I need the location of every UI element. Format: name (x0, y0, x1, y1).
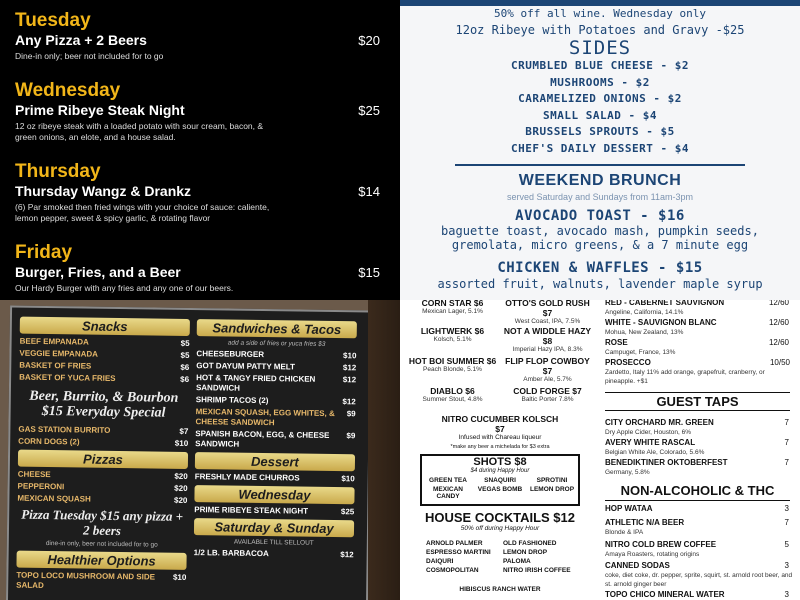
menu-item: VEGGIE EMPANADA $5 (19, 348, 190, 360)
section-title: Wednesday (194, 485, 354, 504)
menu-item: GOT DAYUM PATTY MELT $12 (196, 361, 357, 373)
cocktails-block (400, 510, 600, 593)
day-title: Thursday (15, 161, 101, 182)
section-title: Dessert (195, 452, 355, 471)
side-item: SMALL SALAD - $4 (543, 108, 657, 122)
section-title: Snacks (20, 317, 190, 336)
left-column (16, 314, 190, 595)
menu-item: CORN DOGS (2) $10 (18, 436, 189, 448)
beer-item: FLIP FLOP COWBOY $7 Amber Ale, 5.7% (505, 356, 590, 383)
menu-item: PRIME RIBEYE STEAK NIGHT $25 (194, 505, 355, 517)
beer-item: DIABLO $6 Summer Stout, 4.8% (422, 386, 483, 403)
special-desc: (6) Par smoked then fried wings with your choice of sauce: caliente, lemon pepper, sweet & spicy garlic, & rotating flavor (15, 202, 270, 223)
right-column (194, 316, 357, 562)
menu-item: FRESHLY MADE CHURROS $10 (194, 472, 355, 484)
sat-note: AVAILABLE TILL SELLOUT (233, 538, 314, 547)
menu-item: BASKET OF FRIES $6 (19, 360, 190, 372)
pizza-note: dine-in only, beer not included for to go (45, 540, 158, 549)
menu-item: TOPO LOCO MUSHROOM AND SIDE SALAD $10 (16, 570, 187, 590)
special-name: Any Pizza + 2 Beers (15, 32, 147, 48)
special-tuesday (15, 10, 380, 62)
special-name: Prime Ribeye Steak Night (15, 102, 185, 118)
menu-item: CHEESEBURGER $10 (196, 349, 357, 361)
na-item: CANNED SODAS coke, diet coke, dr. pepper, sprite, squirt, st. arnold root beer, and st. arnold ginger beer 3 (605, 561, 793, 588)
wine-item: WHITE - SAUVIGNON BLANC Mohua, New Zealand, 13% 12/60 (605, 318, 789, 336)
shot-item: VEGAS BOMB (477, 486, 523, 493)
shot-item: SPROTINI (536, 477, 568, 484)
menu-item: HOT & TANGY FRIED CHICKEN SANDWICH $12 (195, 373, 357, 393)
menu-line: 12oz Ribeye with Potatoes and Gravy -$25 (455, 23, 745, 37)
section-title: Pizzas (18, 450, 188, 469)
menu-item: PEPPERONI $20 (17, 481, 188, 493)
shot-item: MEXICAN CANDY (433, 486, 463, 500)
side-item: BRUSSELS SPROUTS - $5 (525, 125, 675, 138)
section-title: Healthier Options (16, 551, 186, 570)
nitro-sub: Infused with Chareau liqueur (458, 434, 542, 441)
brunch-menu-panel (400, 0, 800, 300)
cocktail-item: ESPRESSO MARTINI (426, 549, 491, 556)
special-price: $25 (358, 103, 380, 118)
special-friday (15, 242, 380, 294)
wine-item: ROSE Campuget, France, 13% 12/60 (605, 338, 789, 356)
cocktail-item: HIBISCUS RANCH WATER (459, 586, 541, 593)
side-item: CHEF'S DAILY DESSERT - $4 (510, 141, 690, 155)
daily-specials-panel (0, 0, 400, 300)
divider (455, 164, 745, 166)
cocktail-item: LEMON DROP (503, 549, 548, 556)
side-item: CRUMBLED BLUE CHEESE - $2 (510, 59, 690, 72)
menu-item: CHEESE $20 (17, 469, 188, 481)
special-price: $20 (358, 33, 380, 48)
shot-item: SNAQUIRI (484, 477, 516, 484)
shots-title: SHOTS $8 (473, 456, 527, 468)
beer-item: NOT A WIDDLE HAZY $8 Imperial Hazy IPA, 8.3% (503, 326, 592, 353)
special-desc: 12 oz ribeye steak with a loaded potato with sour cream, bacon, & green onions, an elote, and a house salad. (15, 121, 264, 142)
cocktail-item: NITRO IRISH COFFEE (503, 567, 571, 574)
brunch-item-name: CHICKEN & WAFFLES - $15 (497, 260, 703, 276)
pizza-callout: Pizza Tuesday $15 any pizza + 2 beers (21, 506, 184, 539)
side-item: MUSHROOMS - $2 (550, 75, 650, 89)
brunch-item-name: AVOCADO TOAST - $16 (515, 208, 685, 224)
brunch-subtitle: served Saturday and Sundays from 11am-3pm (507, 192, 693, 202)
beer-item: LIGHTWERK $6 Kolsch, 5.1% (420, 326, 485, 343)
na-item: TOPO CHICO MINERAL WATER 3 (605, 590, 789, 599)
menu-item: SPANISH BACON, EGG, & CHEESE SANDWICH $9 (195, 429, 356, 449)
special-desc: Dine-in only; beer not included for to go (15, 51, 164, 61)
brunch-item-desc: assorted fruit, walnuts, lavender maple syrup (437, 277, 763, 291)
special-desc: Our Hardy Burger with any fries and any one of our beers. (15, 283, 234, 293)
cocktail-item: ARNOLD PALMER (426, 540, 483, 547)
special-name: Thursday Wangz & Drankz (15, 183, 192, 199)
beer-item: COLD FORGE $7 Baltic Porter 7.8% (513, 386, 582, 403)
cocktail-item: DAIQURI (426, 558, 454, 565)
tacos-note: add a side of fries or yuca fries $3 (227, 339, 326, 348)
menu-line: 50% off all wine. Wednesday only (494, 7, 706, 20)
menu-item: BEEF EMPANADA $5 (19, 336, 190, 348)
guest-item: AVERY WHITE RASCAL Belgian White Ale, Colorado, 5.6% 7 (605, 438, 789, 456)
guest-item: BENEDIKTINER OKTOBERFEST Germany, 5.8% 7 (605, 458, 789, 476)
day-title: Tuesday (15, 10, 91, 31)
beer-item: HOT BOI SUMMER $6 Peach Blonde, 5.1% (408, 356, 497, 373)
background-object (368, 300, 400, 600)
nitro-block (420, 414, 580, 450)
guest-taps-title: GUEST TAPS (605, 392, 790, 411)
beer-item: CORN STAR $6 Mexican Lager, 5.1% (421, 300, 484, 315)
day-title: Friday (15, 242, 73, 263)
menu-item: GAS STATION BURRITO $7 (18, 424, 189, 436)
shot-item: GREEN TEA (429, 477, 467, 484)
special-callout: Beer, Burrito, & Bourbon $15 Everyday Special (29, 388, 179, 421)
cocktails-sub: 50% off during Happy Hour (460, 525, 540, 532)
special-price: $15 (358, 265, 380, 280)
cocktail-item: OLD FASHIONED (503, 540, 557, 547)
nitro-price: $7 (495, 424, 505, 434)
shots-sub: $4 during Happy Hour (470, 468, 530, 474)
wine-item: RED - CABERNET SAUVIGNON Angeline, California, 14.1% 12/60 (605, 300, 789, 316)
na-item: NITRO COLD BREW COFFEE Amaya Roasters, rotating origins 5 (605, 540, 789, 558)
na-title: NON-ALCOHOLIC & THC (605, 483, 790, 501)
special-wednesday (15, 80, 380, 143)
side-item: CARAMELIZED ONIONS - $2 (518, 92, 682, 105)
menu-item: BASKET OF YUCA FRIES $6 (19, 372, 190, 384)
wine-item: PROSECCO Zardetto, Italy 11% add orange, grapefruit, cranberry, or pineapple. +$1 10/50 (605, 358, 790, 385)
nitro-name: NITRO CUCUMBER KOLSCH (441, 414, 559, 424)
shot-item: LEMON DROP (529, 486, 575, 493)
photo-menu-panel (0, 300, 400, 600)
guest-item: CITY ORCHARD MR. GREEN Dry Apple Cider, Houston, 6% 7 (605, 418, 789, 436)
cocktail-list (400, 532, 600, 574)
special-price: $14 (358, 184, 380, 199)
menu-item: 1/2 LB. BARBACOA $12 (193, 548, 354, 560)
special-name: Burger, Fries, and a Beer (15, 264, 181, 280)
brunch-item-desc: baguette toast, avocado mash, pumpkin seeds, gremolata, micro greens, & a 7 minute egg (441, 224, 759, 252)
printed-menu (6, 305, 372, 600)
shots-list (422, 477, 578, 500)
menu-item: MEXICAN SQUASH, EGG WHITES, & CHEESE SANDWICH $9 (195, 407, 356, 428)
special-thursday (15, 161, 380, 224)
menu-item: MEXICAN SQUASH $20 (17, 493, 188, 505)
cocktail-item: PALOMA (503, 558, 531, 565)
cocktail-item: COSMOPOLITAN (426, 567, 479, 574)
section-title: Sandwiches & Tacos (197, 319, 357, 338)
section-title: Saturday & Sunday (194, 518, 354, 537)
day-title: Wednesday (15, 80, 121, 101)
beer-item: OTTO'S GOLD RUSH $7 West Coast, IPA, 7.5% (505, 300, 590, 325)
cocktails-title: HOUSE COCKTAILS $12 (424, 510, 575, 525)
michelada-note: *make any beer a michelada for $3 extra (450, 444, 550, 450)
shots-box (420, 454, 580, 506)
drinks-menu-panel (400, 300, 800, 600)
na-item: ATHLETIC N/A BEER Blonde & IPA 7 (605, 518, 789, 536)
na-item: HOP WATAA 3 (605, 504, 789, 513)
sides-title: SIDES (568, 37, 632, 59)
menu-item: SHRIMP TACOS (2) $12 (195, 395, 356, 407)
brunch-title: WEEKEND BRUNCH (518, 172, 682, 189)
